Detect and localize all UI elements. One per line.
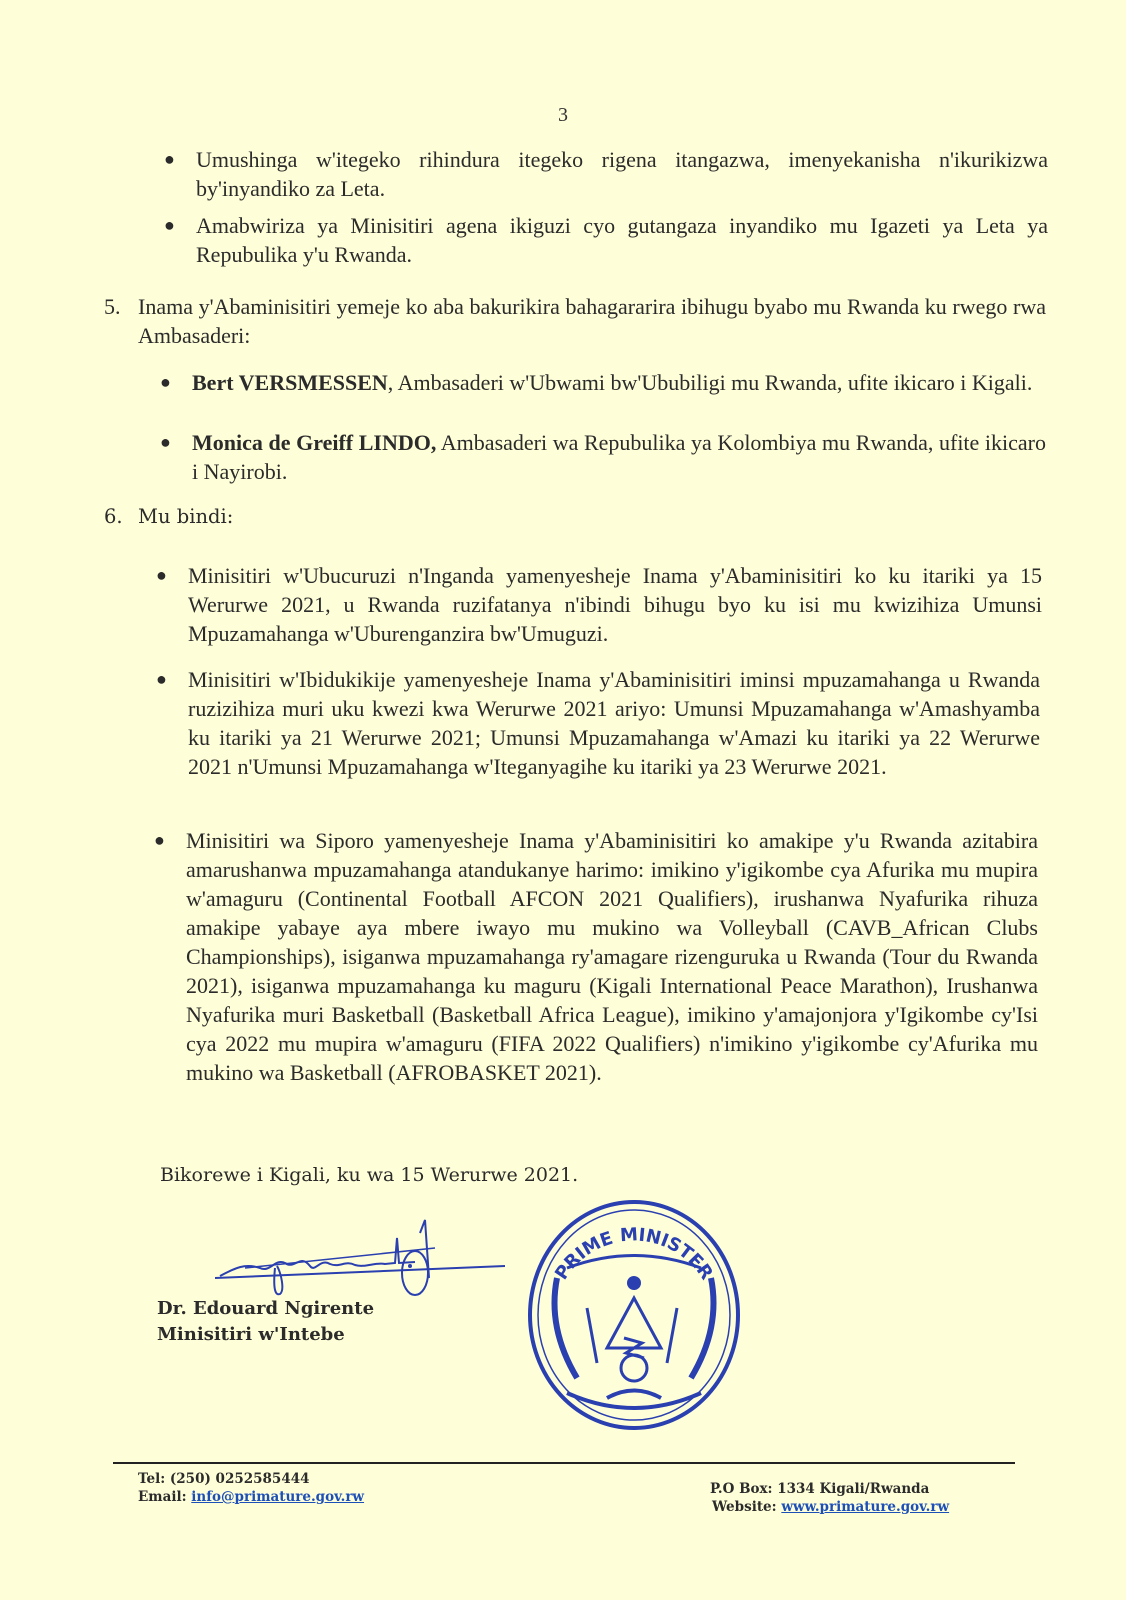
bullet-icon: ●	[160, 372, 171, 392]
ambassador-description: Ambasaderi w'Ubwami bw'Ububiligi mu Rwanda, ufite ikicaro i Kigali.	[393, 370, 1033, 395]
signature-icon	[215, 1218, 505, 1298]
section-title: Mu bindi:	[138, 505, 234, 528]
bullet-icon: ●	[164, 149, 175, 169]
prime-minister-seal-icon	[527, 1198, 741, 1432]
list-item-text: Umushinga w'itegeko rihindura itegeko rigena itangazwa, imenyekanisha n'ikurikizwa by'inyandiko za Leta.	[196, 147, 1048, 201]
section-6	[104, 502, 504, 531]
list-item-text: Minisitiri wa Siporo yamenyesheje Inama y'Abaminisitiri ko amakipe y'u Rwanda azitabira amarushanwa mpuzamahanga atandukanye harimo: imikino y'igikombe cya Afurika mu mupira w'amaguru (Continental Football AFCON 2021 Qualifiers), irushanwa Nyafurika rihuza amakipe yabaye aya mbere iwayo mu mukino wa Volleyball (CAVB_African Clubs Championships), isiganwa mpuzamahanga ry'amagare rizenguruka u Rwanda (Tour du Rwanda 2021), isiganwa mpuzamahanga ku maguru (Kigali International Peace Marathon), Irushanwa Nyafurika muri Basketball (Basketball Africa League), imikino y'amajonjora y'Igikombe cy'Isi cya 2022 mu mupira w'amaguru (FIFA 2022 Qualifiers) n'imikino y'igikombe cy'Afurika mu mukino wa Basketball (AFROBASKET 2021).	[186, 828, 1038, 1085]
list-item-text: Amabwiriza ya Minisitiri agena ikiguzi cyo gutangaza inyandiko mu Igazeti ya Leta ya Repubulika y'u Rwanda.	[196, 213, 1048, 267]
bullet-icon: ●	[164, 215, 175, 235]
section-5	[104, 292, 1046, 350]
ambassador-name: Monica de Greiff LINDO,	[192, 430, 437, 455]
signer-block	[157, 1296, 374, 1348]
email-link[interactable]: info@primature.gov.rw	[191, 1489, 365, 1505]
list-item	[156, 561, 1042, 648]
list-item	[154, 826, 1038, 1087]
ambassador-name: Bert VERSMESSEN	[192, 370, 388, 395]
footer-right	[710, 1480, 949, 1516]
separator: ,	[387, 370, 394, 395]
tel-value: (250) 0252585444	[169, 1471, 310, 1487]
bullet-icon: ●	[156, 565, 167, 585]
place-date: Bikorewe i Kigali, ku wa 15 Werurwe 2021.	[160, 1164, 579, 1186]
ambassador-item	[160, 368, 1046, 397]
list-item	[164, 145, 1048, 203]
bullet-icon: ●	[156, 669, 167, 689]
bullet-icon: ●	[154, 830, 165, 850]
email-label: Email:	[138, 1489, 187, 1505]
ambassador-description: Ambasaderi wa Repubulika ya Kolombiya mu Rwanda, ufite ikicaro i Nayirobi.	[192, 430, 1047, 484]
list-item	[156, 665, 1040, 781]
section-intro: Inama y'Abaminisitiri yemeje ko aba bakurikira bahagararira ibihugu byabo mu Rwanda ku rwego rwa Ambasaderi:	[138, 294, 1046, 348]
ambassador-item	[160, 428, 1046, 486]
section-number: 5.	[104, 294, 121, 319]
signer-title: Minisitiri w'Intebe	[157, 1324, 345, 1345]
seal-text: PRIME MINISTER	[551, 1224, 717, 1284]
footer-divider	[113, 1462, 1015, 1464]
page-number: 3	[558, 104, 568, 126]
list-item-text: Minisitiri w'Ibidukikije yamenyesheje Inama y'Abaminisitiri iminsi mpuzamahanga u Rwanda ruzizihiza muri uku kwezi kwa Werurwe 2021 ariyo: Umunsi Mpuzamahanga w'Amashyamba ku itariki ya 21 Werurwe 2021; Umunsi Mpuzamahanga w'Amazi ku itariki ya 22 Werurwe 2021 n'Umunsi Mpuzamahanga w'Iteganyagihe ku itariki ya 23 Werurwe 2021.	[188, 667, 1040, 779]
section-number: 6.	[104, 505, 123, 528]
bullet-icon: ●	[160, 432, 171, 452]
tel-label: Tel:	[138, 1471, 166, 1487]
list-item	[164, 211, 1048, 269]
po-box: P.O Box: 1334 Kigali/Rwanda	[710, 1481, 930, 1497]
website-label: Website:	[712, 1499, 777, 1515]
footer-left	[138, 1470, 364, 1506]
list-item-text: Minisitiri w'Ubucuruzi n'Inganda yamenyesheje Inama y'Abaminisitiri ko ku itariki ya 15 Werurwe 2021, u Rwanda ruzifatanya n'ibindi bihugu byo ku isi mu kwizihiza Umunsi Mpuzamahanga w'Uburenganzira bw'Umuguzi.	[188, 563, 1042, 646]
signer-name: Dr. Edouard Ngirente	[157, 1298, 375, 1319]
website-link[interactable]: www.primature.gov.rw	[781, 1499, 950, 1515]
